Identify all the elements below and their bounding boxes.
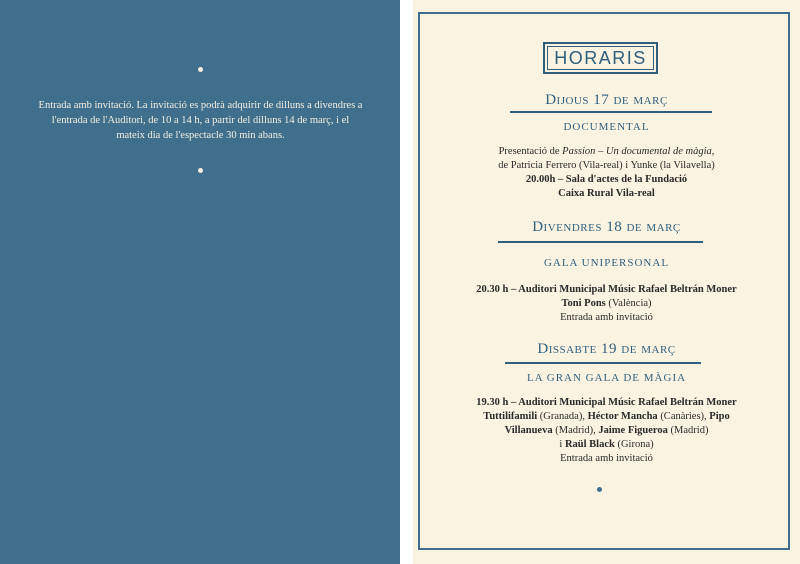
event-2-artist: Toni Pons (València)	[561, 298, 652, 309]
day-rule-2	[498, 241, 703, 243]
day-rule-3	[505, 362, 701, 364]
ornament-dot-bottom	[198, 168, 203, 173]
invitation-info: Entrada amb invitació. La invitació es podrà adquirir de dilluns a divendres a l'entrada de l'Auditori, de 10 a 14 h, a partir del dilluns 14 de març, i el mateix dia de l'espectacle 30 min abans.	[38, 100, 363, 141]
event-3-details	[413, 396, 800, 466]
event-1-line-1: Presentació de Passion – Un documental de màgia,	[498, 146, 715, 157]
schedule-title-box	[543, 42, 658, 74]
day-rule-1	[510, 111, 712, 113]
day-heading-1: Dijous 17 de març	[545, 92, 668, 108]
ornament-dot-right	[597, 487, 602, 492]
event-2-details	[413, 283, 800, 325]
ornament-dot-top	[198, 67, 203, 72]
event-1-details	[413, 145, 800, 201]
category-1: DOCUMENTAL	[563, 121, 650, 133]
day-heading-3: Dissabte 19 de març	[537, 341, 676, 357]
schedule-title: HORARIS	[547, 46, 654, 70]
category-3: LA GRAN GALA DE MÀGIA	[526, 372, 687, 384]
day-heading-2: Divendres 18 de març	[532, 219, 681, 235]
event-3-entry: Entrada amb invitació	[560, 453, 653, 464]
event-3-artists-line-2: Villanueva (Madrid), Jaime Figueroa (Madrid)	[504, 425, 709, 436]
event-1-line-2: de Patricia Ferrero (Vila-real) i Yunke (la Vilavella)	[498, 160, 715, 171]
right-panel	[413, 0, 800, 564]
event-2-entry: Entrada amb invitació	[560, 312, 653, 323]
category-2: GALA UNIPERSONAL	[543, 257, 670, 269]
event-3-artists-line-1: Tuttilifamili (Granada), Héctor Mancha (Canàries), Pipo	[483, 411, 730, 422]
documentary-title: Passion – Un documental de màgia	[562, 146, 712, 157]
event-1-venue-2: Caixa Rural Vila-real	[558, 188, 655, 199]
event-2-time-venue: 20.30 h – Auditori Municipal Músic Rafael Beltrán Moner	[476, 284, 737, 295]
event-1-time-venue: 20.00h – Sala d'actes de la Fundació	[525, 174, 688, 185]
event-3-time-venue: 19.30 h – Auditori Municipal Músic Rafael Beltrán Moner	[476, 397, 737, 408]
page-gutter	[400, 0, 413, 564]
event-3-artists-line-3: i Raül Black (Girona)	[559, 439, 654, 450]
